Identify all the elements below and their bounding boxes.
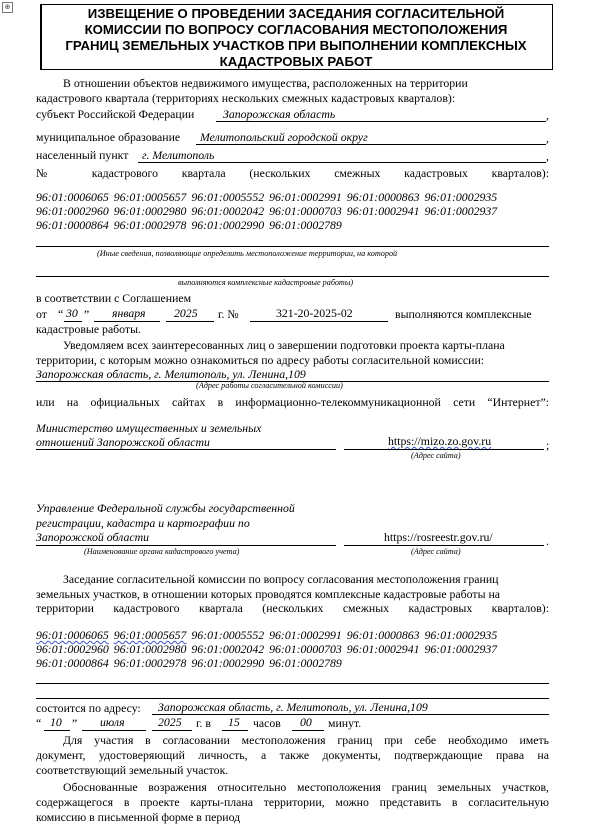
venue-underline [152,714,549,715]
subject-value: Запорожская область [223,107,336,121]
municipality-underline [196,144,546,145]
year-suffix: г. № [218,307,239,321]
notice-line: Уведомляем всех заинтересованных лиц о завершении подготовки проекта карты-плана [63,338,505,352]
comma: , [546,108,549,122]
org2-underline [36,545,336,546]
title-line: КАДАСТРОВЫХ РАБОТ [219,54,373,69]
org2-name: регистрации, кадастра и картографии по [36,516,250,530]
agreement-month: января [112,306,146,320]
org1-site-text[interactable]: https://mizo.zo.gov.ru [388,434,492,448]
year-underline [152,730,192,731]
other-info-caption: (Иные сведения, позволяющие определить местоположение территории, на которой [97,249,398,258]
comma: , [546,149,549,163]
title-line: ГРАНИЦ ЗЕМЕЛЬНЫХ УЧАСТКОВ ПРИ ВЫПОЛНЕНИИ КОМПЛЕКСНЫХ [65,38,527,53]
number-underline [250,321,388,322]
agreement-day: 30 [66,306,78,320]
org1-site-link[interactable] [388,434,491,448]
address-caption: (Адрес работы согласительной комиссии) [196,381,343,390]
hours-label: часов [253,716,281,730]
meeting-line: земельных участков, в отношении которых проводятся комплексные кадастровые работы на [36,587,500,601]
sites-line: или на официальных сайтах в информационно-телекоммуникационной сети “Интернет”: [36,395,549,409]
settlement-value: г. Мелитополь [142,148,215,162]
settlement-underline [138,162,546,163]
quarter-list-line: 96:01:0000864 96:01:0002978 96:01:0002990 96:01:0002789 [36,218,342,232]
notice-line: территории, с которым можно ознакомиться по адресу работы согласительной комиссии: [36,353,485,367]
participation-line: соответствующий земельный участок. [36,763,229,777]
meeting-month: июля [100,715,125,729]
agreement-tail: выполняются комплексные [395,307,532,321]
quarter-code: 96:01:0005657 [113,628,187,642]
year-underline [166,321,214,322]
intro-line: кадастрового квартала (территориях нескольких смежных кадастровых кварталов): [36,91,456,105]
quarter-codes: 96:01:0005552 96:01:0002991 96:01:0000863 96:01:0002935 [191,628,498,642]
separator: ; [546,438,550,452]
agreement-number: 321-20-2025-02 [276,306,353,320]
agreement-label: в соответствии с Соглашением [36,291,192,305]
subject-label: субъект Российской Федерации [36,107,195,121]
intro-line: В отношении объектов недвижимого имущества, расположенных на территории [63,76,468,90]
meeting-line: территории кадастрового квартала (нескольких смежных кадастровых кварталов): [36,601,549,615]
agreement-tail: кадастровые работы. [36,322,141,336]
objections-line: Обоснованные возражения относительно местоположения границ земельных участков, [63,780,549,794]
quarter-list-line: 96:01:0000864 96:01:0002978 96:01:0002990 96:01:0002789 [36,656,342,670]
divider-line [36,698,549,699]
org1-site-caption: (Адрес сайта) [411,451,461,460]
subject-underline [216,121,546,122]
municipality-label: муниципальное образование [36,130,181,144]
comma: , [546,131,549,145]
minutes-label: минут. [328,716,362,730]
open-quote: “ [36,716,42,730]
quarter-list-line: 96:01:0002960 96:01:0002980 96:01:0002042 96:01:0000703 96:01:0002941 96:01:0002937 [36,642,498,656]
minutes-underline [292,730,324,731]
divider-line [36,683,549,684]
quarter-label: № кадастрового квартала (нескольких смежных кадастровых кварталов): [36,166,549,180]
other-info-line [36,246,549,247]
org2-site-caption: (Адрес сайта) [411,547,461,556]
meeting-hour: 15 [228,715,240,729]
month-underline [82,730,146,731]
quarter-list-line: 96:01:0002960 96:01:0002980 96:01:0002042 96:01:0000703 96:01:0002941 96:01:0002937 [36,204,498,218]
year-suffix: г. в [196,716,211,730]
agreement-year: 2025 [174,306,198,320]
separator: . [546,534,549,548]
venue-label: состоится по адресу: [36,701,141,715]
other-info-caption: выполняются комплексные кадастровые работы) [178,278,354,287]
org1-name: Министерство имущественных и земельных [36,421,262,435]
meeting-day: 10 [50,715,62,729]
close-quote: ” [84,307,90,321]
document-title [44,6,548,70]
other-info-line [36,276,549,277]
participation-line: Для участия в согласовании местоположения границ при себе необходимо иметь [63,733,549,747]
org2-caption: (Наименование органа кадастрового учета) [84,547,240,556]
quarter-list-line: 96:01:0006065 96:01:0005657 96:01:0005552 96:01:0002991 96:01:0000863 96:01:0002935 [36,190,498,204]
org1-site-underline [344,449,544,450]
meeting-minutes: 00 [300,715,312,729]
objections-line: комиссию в письменной форме в период [36,810,241,824]
municipality-value: Мелитопольский городской округ [200,130,368,144]
close-quote: ” [72,716,78,730]
org2-site-link[interactable]: https://rosreestr.gov.ru/ [384,530,493,544]
meeting-line: Заседание согласительной комиссии по вопросу согласования местоположения границ [63,572,499,586]
objections-line: содержащегося в проекте карты-плана территории, можно представить в согласительную [36,795,549,809]
open-quote: “ [58,307,64,321]
venue-address: Запорожская область, г. Мелитополь, ул. Ленина,109 [158,700,428,714]
settlement-label: населенный пункт [36,148,129,162]
org2-name: Запорожской области [36,530,149,544]
org2-name: Управление Федеральной службы государственной [36,501,295,515]
hour-underline [222,730,248,731]
day-underline [44,730,70,731]
title-line: ИЗВЕЩЕНИЕ О ПРОВЕДЕНИИ ЗАСЕДАНИЯ СОГЛАСИТЕЛЬНОЙ [87,6,505,21]
agreement-from: от [36,307,47,321]
org1-name: отношений Запорожской области [36,435,210,449]
org1-underline [36,449,336,450]
title-line: КОМИССИИ ПО ВОПРОСУ СОГЛАСОВАНИЯ МЕСТОПОЛОЖЕНИЯ [84,22,508,37]
commission-address: Запорожская область, г. Мелитополь, ул. Ленина,109 [36,367,306,381]
org2-site-underline [344,545,544,546]
table-move-handle-icon[interactable]: ⊕ [2,2,13,13]
participation-line: документ, удостоверяющий личность, а также документы, подтверждающие права на [36,748,549,762]
meeting-year: 2025 [158,715,182,729]
quarter-code: 96:01:0006065 [36,628,109,642]
quarter-list-line [36,628,497,642]
